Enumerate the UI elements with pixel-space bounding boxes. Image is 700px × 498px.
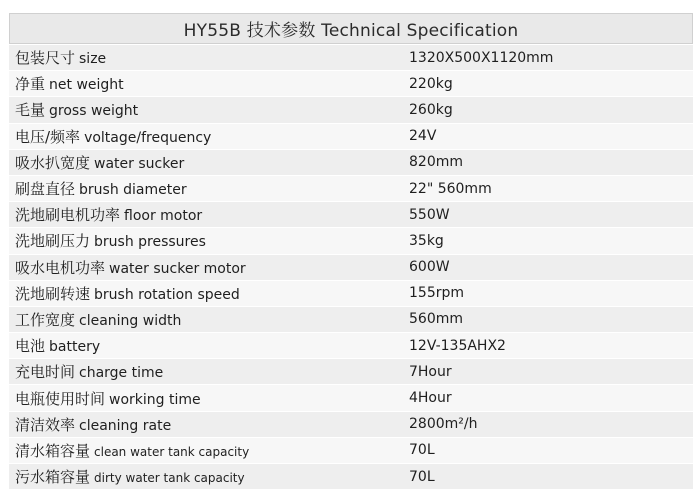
spec-label [9, 257, 405, 278]
spec-label-zh: 洗地刷转速 [15, 284, 91, 303]
spec-value: 24V [409, 128, 437, 145]
spec-label-en: cleaning rate [79, 417, 172, 434]
spec-label-en: charge time [79, 365, 164, 382]
spec-row [9, 359, 693, 385]
spec-label-zh: 包装尺寸 [15, 49, 76, 68]
spec-label [9, 388, 405, 409]
spec-label [9, 126, 405, 147]
spec-value: 35kg [409, 232, 444, 249]
spec-table [9, 45, 693, 490]
spec-row [9, 438, 693, 464]
spec-row [9, 150, 693, 176]
spec-label-en: battery [49, 339, 101, 356]
spec-label-zh: 吸水电机功率 [15, 258, 106, 277]
spec-row [9, 176, 693, 202]
spec-label-en: voltage/frequency [84, 129, 212, 146]
spec-value: 600W [409, 259, 450, 276]
spec-label-zh: 工作宽度 [15, 310, 76, 329]
spec-row [9, 202, 693, 228]
spec-title: HY55B 技术参数 Technical Specification [9, 13, 693, 44]
spec-label-zh: 净重 [15, 75, 46, 94]
spec-label-en: water sucker motor [109, 260, 246, 277]
spec-row [9, 71, 693, 97]
spec-label [9, 99, 405, 120]
spec-row [9, 228, 693, 254]
spec-label-en: floor motor [124, 208, 203, 225]
spec-label [9, 152, 405, 173]
spec-label [9, 73, 405, 94]
spec-value: 560mm [409, 311, 463, 328]
spec-value: 70L [409, 442, 435, 459]
spec-label [9, 178, 405, 199]
spec-row [9, 45, 693, 71]
spec-row [9, 281, 693, 307]
spec-label-zh: 洗地刷压力 [15, 232, 91, 251]
spec-label-en: brush pressures [94, 234, 206, 251]
spec-label-zh: 清水箱容量 [15, 441, 91, 460]
spec-label-zh: 充电时间 [15, 363, 76, 382]
spec-label-en: gross weight [49, 103, 139, 120]
spec-label-en: cleaning width [79, 312, 182, 329]
spec-label [9, 47, 405, 68]
spec-row [9, 307, 693, 333]
spec-value: 2800m²/h [409, 416, 478, 433]
spec-value: 820mm [409, 154, 463, 171]
spec-label [9, 414, 405, 435]
spec-row [9, 124, 693, 150]
spec-label-zh: 污水箱容量 [15, 468, 91, 487]
spec-label-zh: 吸水扒宽度 [15, 153, 91, 172]
spec-value: 220kg [409, 75, 453, 92]
spec-label-zh: 清洁效率 [15, 415, 76, 434]
spec-row [9, 255, 693, 281]
spec-label-zh: 电池 [15, 337, 46, 356]
spec-row [9, 464, 693, 490]
spec-label-en: dirty water tank capacity [94, 471, 245, 486]
spec-value: 4Hour [409, 390, 452, 407]
spec-row [9, 97, 693, 123]
spec-label [9, 309, 405, 330]
spec-value: 1320X500X1120mm [409, 49, 554, 66]
spec-label [9, 204, 405, 225]
spec-value: 155rpm [409, 285, 465, 302]
spec-label-en: brush diameter [79, 182, 187, 199]
spec-row [9, 333, 693, 359]
spec-row [9, 412, 693, 438]
spec-label [9, 283, 405, 304]
spec-label-en: clean water tank capacity [94, 444, 250, 459]
spec-value: 260kg [409, 101, 453, 118]
spec-label [9, 361, 405, 382]
spec-value: 7Hour [409, 363, 452, 380]
spec-label [9, 230, 405, 251]
spec-row [9, 385, 693, 411]
spec-label-en: water sucker [94, 155, 185, 172]
spec-label-en: net weight [49, 77, 124, 94]
spec-label [9, 440, 405, 461]
spec-label-zh: 电压/频率 [15, 127, 81, 146]
spec-value: 550W [409, 206, 450, 223]
spec-label-en: working time [109, 391, 201, 408]
spec-label-en: brush rotation speed [94, 286, 240, 303]
spec-label-zh: 洗地刷电机功率 [15, 206, 121, 225]
spec-label-zh: 毛量 [15, 101, 46, 120]
spec-label [9, 466, 405, 487]
spec-value: 22" 560mm [409, 180, 492, 197]
spec-label-en: size [79, 51, 107, 68]
spec-value: 12V-135AHX2 [409, 337, 506, 354]
spec-label-zh: 电瓶使用时间 [15, 389, 106, 408]
spec-label-zh: 刷盘直径 [15, 180, 76, 199]
spec-label [9, 335, 405, 356]
spec-value: 70L [409, 468, 435, 485]
